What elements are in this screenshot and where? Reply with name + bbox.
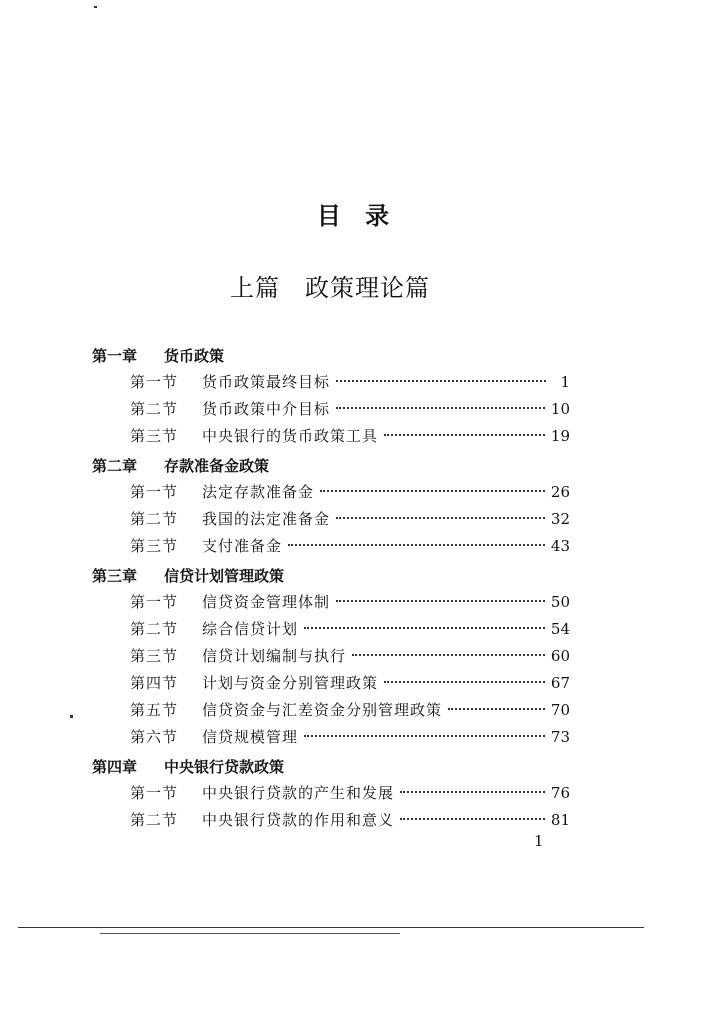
chapter-label: 第二章 bbox=[92, 457, 138, 475]
section-title: 我国的法定准备金 bbox=[202, 510, 331, 528]
chapter-label: 第三章 bbox=[92, 567, 138, 585]
dot-leader bbox=[304, 627, 545, 629]
toc-section-row bbox=[92, 506, 570, 533]
scan-speck bbox=[70, 715, 73, 718]
section-title: 支付准备金 bbox=[202, 537, 283, 555]
section-label: 第一节 bbox=[130, 784, 179, 802]
toc-chapter bbox=[92, 754, 570, 780]
section-page-number: 67 bbox=[550, 674, 570, 692]
chapter-title: 存款准备金政策 bbox=[164, 457, 270, 475]
toc-title: 目 录 bbox=[316, 202, 398, 230]
table-of-contents bbox=[92, 340, 570, 834]
section-title: 信贷计划编制与执行 bbox=[202, 647, 347, 665]
section-page-number: 10 bbox=[550, 400, 570, 418]
dot-leader bbox=[288, 544, 545, 546]
section-title: 货币政策最终目标 bbox=[202, 373, 331, 391]
footer-rule bbox=[18, 927, 644, 928]
section-label: 第二节 bbox=[130, 811, 179, 829]
section-title: 中央银行的货币政策工具 bbox=[202, 427, 379, 445]
dot-leader bbox=[400, 818, 545, 820]
section-label: 第三节 bbox=[130, 537, 179, 555]
section-label: 第二节 bbox=[130, 620, 179, 638]
dot-leader bbox=[448, 708, 545, 710]
section-page-number: 1 bbox=[560, 373, 570, 391]
toc-section-row bbox=[92, 724, 570, 751]
section-title: 货币政策中介目标 bbox=[202, 400, 331, 418]
chapter-title: 信贷计划管理政策 bbox=[164, 567, 285, 585]
toc-section-row bbox=[92, 533, 570, 560]
section-label: 第三节 bbox=[130, 427, 179, 445]
toc-section-row bbox=[92, 780, 570, 807]
toc-section-row bbox=[92, 479, 570, 506]
section-label: 第三节 bbox=[130, 647, 179, 665]
dot-leader bbox=[336, 517, 545, 519]
dot-leader bbox=[336, 380, 546, 382]
part-title: 上篇 政策理论篇 bbox=[230, 274, 430, 302]
scan-speck bbox=[94, 6, 97, 8]
toc-section-row bbox=[92, 643, 570, 670]
section-label: 第一节 bbox=[130, 483, 179, 501]
section-page-number: 60 bbox=[550, 647, 570, 665]
toc-chapter bbox=[92, 563, 570, 589]
section-title: 信贷资金与汇差资金分别管理政策 bbox=[202, 701, 443, 719]
toc-chapter bbox=[92, 343, 570, 369]
section-page-number: 43 bbox=[550, 537, 570, 555]
section-title: 信贷资金管理体制 bbox=[202, 593, 331, 611]
section-label: 第一节 bbox=[130, 373, 179, 391]
section-label: 第五节 bbox=[130, 701, 179, 719]
dot-leader bbox=[320, 490, 545, 492]
section-title: 综合信贷计划 bbox=[202, 620, 299, 638]
section-label: 第二节 bbox=[130, 400, 179, 418]
section-title: 中央银行贷款的作用和意义 bbox=[202, 811, 395, 829]
section-page-number: 50 bbox=[550, 593, 570, 611]
dot-leader bbox=[336, 600, 545, 602]
toc-section-row bbox=[92, 589, 570, 616]
section-page-number: 76 bbox=[550, 784, 570, 802]
section-label: 第四节 bbox=[130, 674, 179, 692]
section-page-number: 26 bbox=[550, 483, 570, 501]
page-number: 1 bbox=[534, 832, 544, 850]
dot-leader bbox=[304, 735, 545, 737]
toc-section-row bbox=[92, 369, 570, 396]
toc-section-row bbox=[92, 697, 570, 724]
section-page-number: 54 bbox=[550, 620, 570, 638]
toc-section-row bbox=[92, 396, 570, 423]
section-page-number: 32 bbox=[550, 510, 570, 528]
section-page-number: 70 bbox=[550, 701, 570, 719]
section-page-number: 19 bbox=[550, 427, 570, 445]
dot-leader bbox=[384, 681, 545, 683]
chapter-title: 中央银行贷款政策 bbox=[164, 758, 285, 776]
chapter-title: 货币政策 bbox=[164, 347, 225, 365]
section-title: 法定存款准备金 bbox=[202, 483, 315, 501]
section-title: 信贷规模管理 bbox=[202, 728, 299, 746]
section-page-number: 73 bbox=[550, 728, 570, 746]
dot-leader bbox=[400, 791, 545, 793]
dot-leader bbox=[384, 434, 545, 436]
dot-leader bbox=[336, 407, 545, 409]
section-page-number: 81 bbox=[550, 811, 570, 829]
chapter-label: 第一章 bbox=[92, 347, 138, 365]
toc-section-row bbox=[92, 423, 570, 450]
footer-rule bbox=[100, 933, 400, 934]
dot-leader bbox=[352, 654, 545, 656]
section-title: 计划与资金分别管理政策 bbox=[202, 674, 379, 692]
chapter-label: 第四章 bbox=[92, 758, 138, 776]
section-label: 第六节 bbox=[130, 728, 179, 746]
toc-section-row bbox=[92, 807, 570, 834]
section-label: 第一节 bbox=[130, 593, 179, 611]
toc-section-row bbox=[92, 670, 570, 697]
section-title: 中央银行贷款的产生和发展 bbox=[202, 784, 395, 802]
toc-chapter bbox=[92, 453, 570, 479]
toc-section-row bbox=[92, 616, 570, 643]
section-label: 第二节 bbox=[130, 510, 179, 528]
